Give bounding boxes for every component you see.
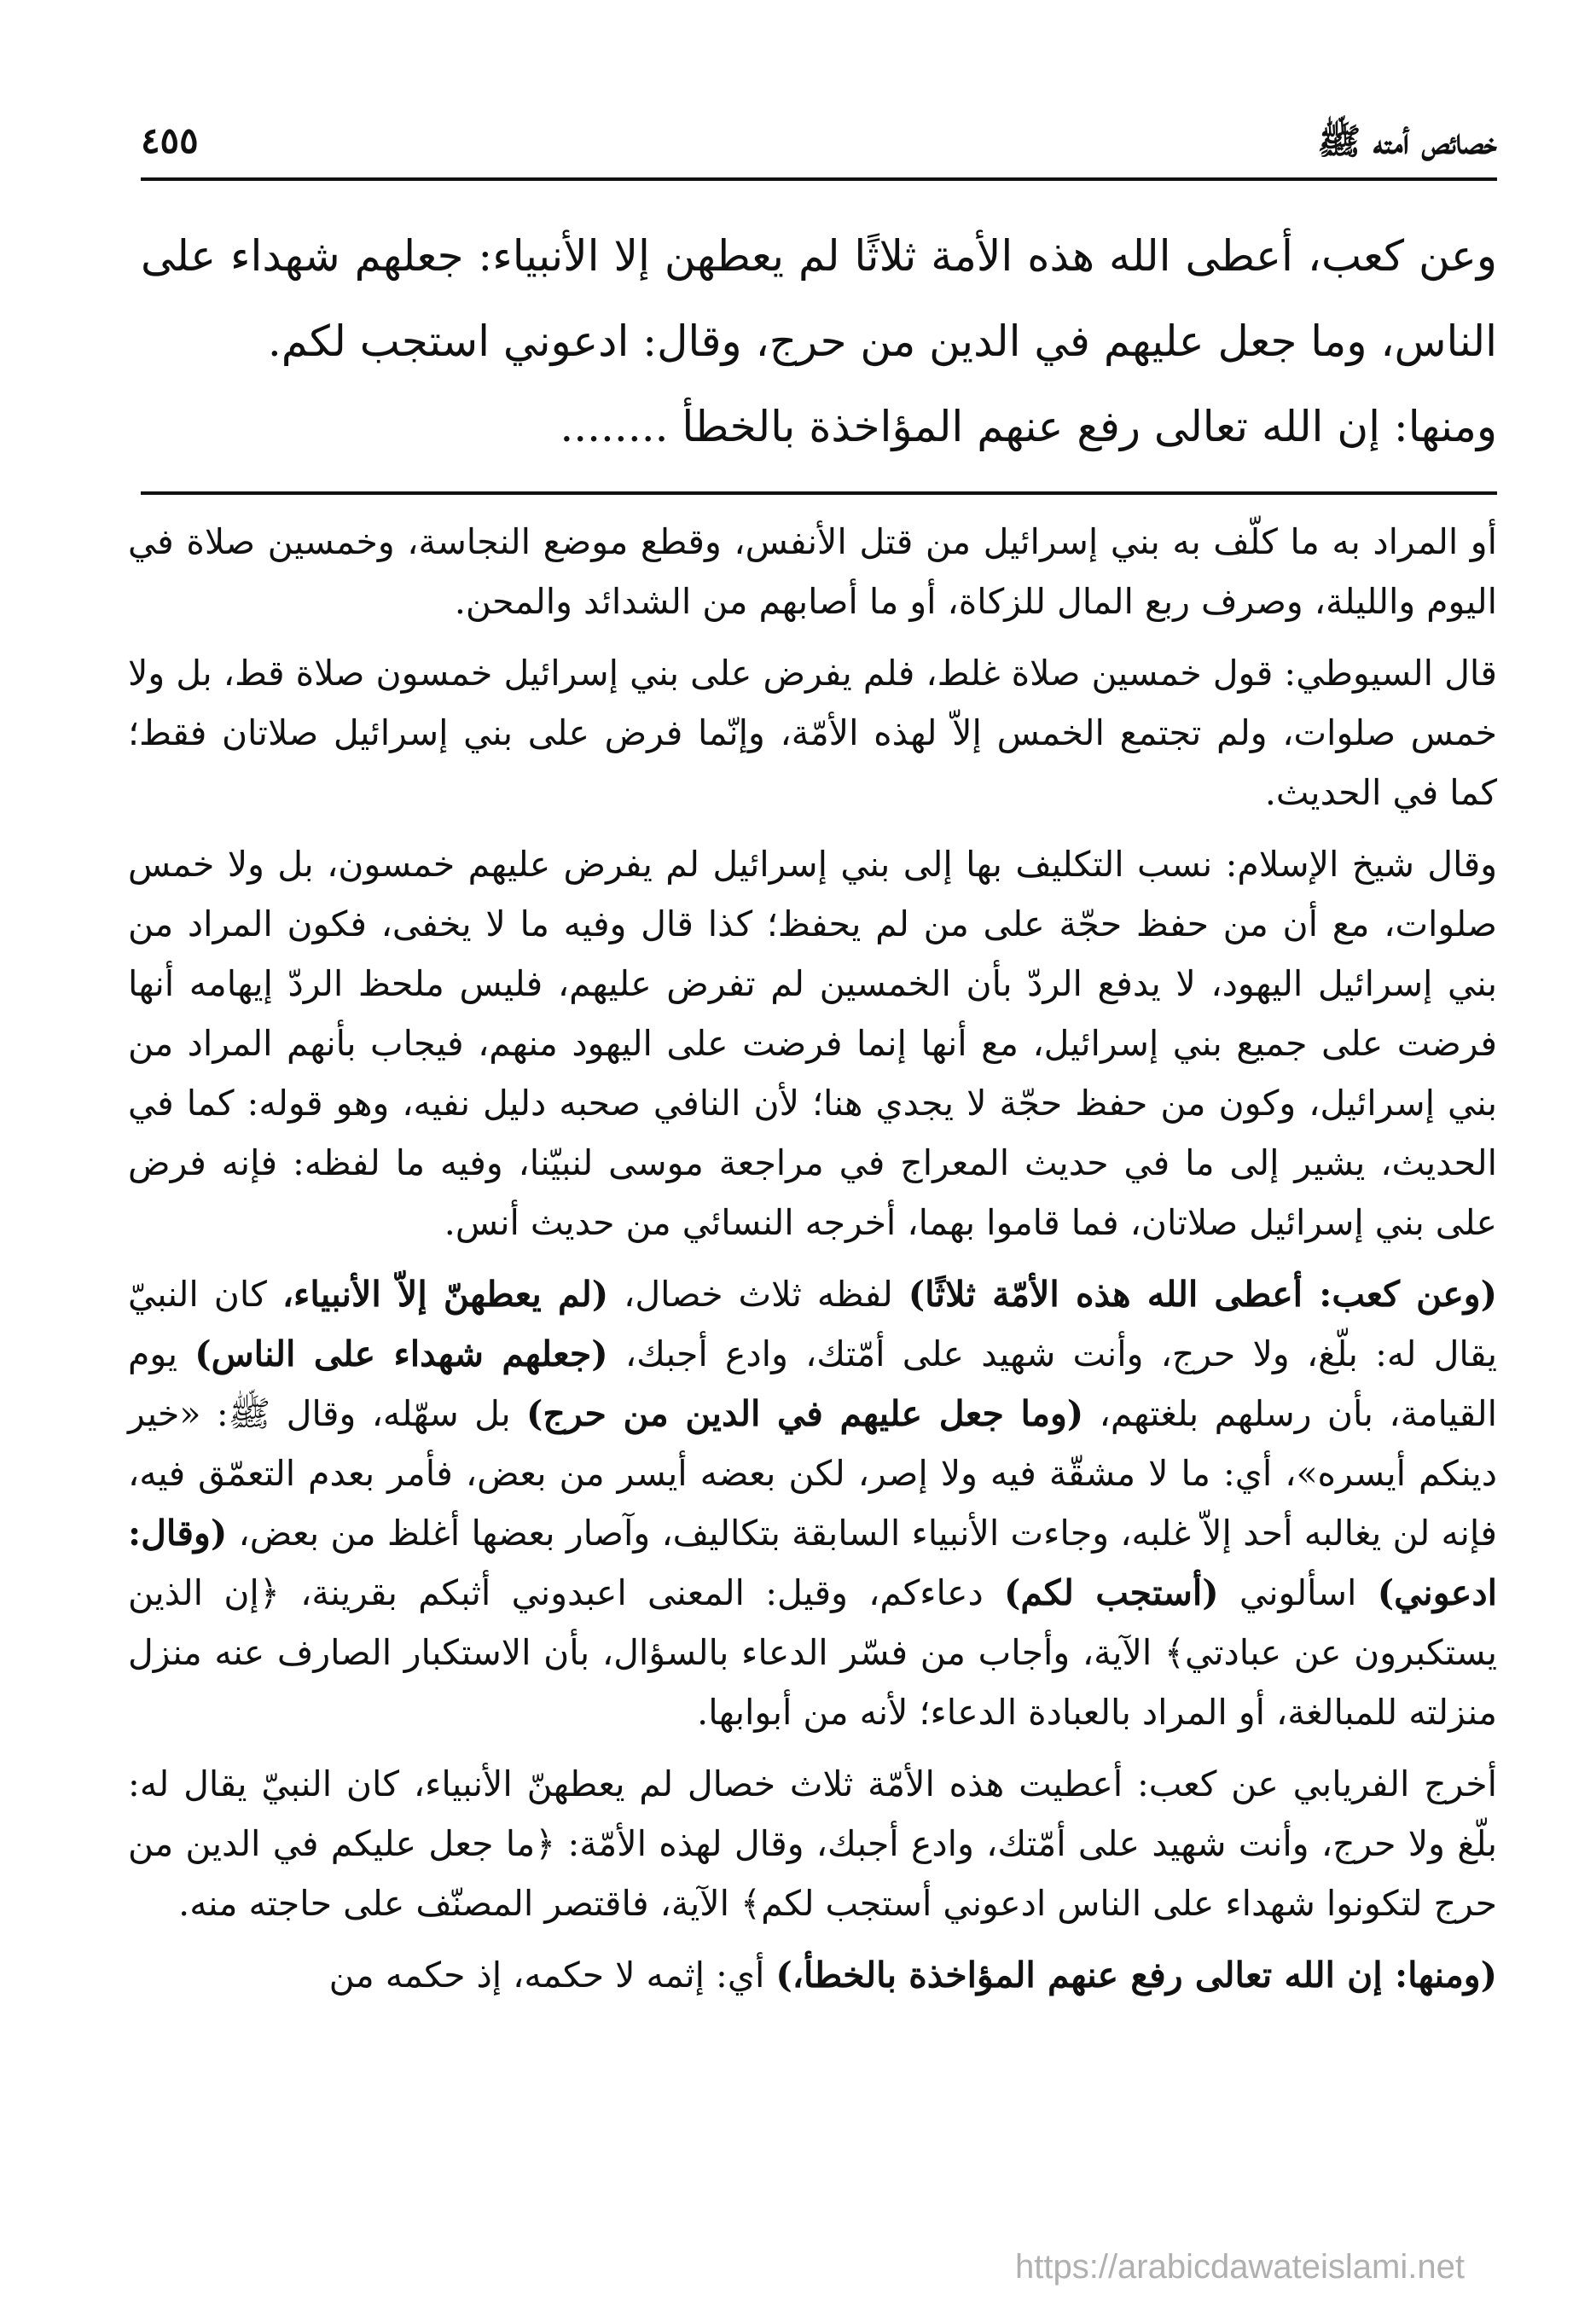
commentary-span: بل سهّله، وقال ﷺ: «خير دينكم أيسره»، أي: ما لا مشقّة فيه ولا إصر، لكن بعضه أيسر من بعض، فأمر بعدم التعمّق فيه، فإنه لن يغالبه أحد إلاّ غلبه، وجاءت الأنبياء السابقة بتكاليف، وآصار بعضها أغلظ من بعض،	[128, 1393, 1497, 1554]
commentary-paragraph: أو المراد به ما كلّف به بني إسرائيل من قتل الأنفس، وقطع موضع النجاسة، وخمسين صلاة في اليوم والليلة، وصرف ربع المال للزكاة، أو ما أصابهم من الشدائد والمحن.	[128, 521, 1497, 622]
running-title: خصائص أمته ﷺ	[1317, 120, 1497, 162]
commentary-paragraph	[128, 1945, 1497, 2005]
quoted-main-text: (وقال: ادعوني)	[128, 1513, 1497, 1613]
commentary-span: كان النبيّ يقال له: بلّغ، ولا حرج، وأنت شهيد على أمّتك، وادع أجبك،	[128, 1274, 1498, 1374]
commentary-paragraph	[128, 1264, 1497, 1742]
commentary-paragraph: قال السيوطي: قول خمسين صلاة غلط، فلم يفرض على بني إسرائيل خمسون صلاة قط، بل ولا خمس صلوات، ولم تجتمع الخمس إلاّ لهذه الأمّة، وإنّما فرض على بني إسرائيل صلاتان فقط؛ كما في الحديث.	[128, 653, 1497, 813]
quoted-main-text: (جعلهم شهداء على الناس)	[194, 1333, 608, 1374]
page-number: ٤٥٥	[141, 119, 199, 161]
quoted-main-text: (لم يعطهنّ إلاّ الأنبياء،	[282, 1274, 609, 1315]
main-text-paragraph: وعن كعب، أعطى الله هذه الأمة ثلاثًا لم يعطهن إلا الأنبياء: جعلهم شهداء على الناس، وما جعل عليهم في الدين من حرج، وقال: ادعوني استجب لكم.	[141, 231, 1497, 366]
commentary-span: لفظه ثلاث خصال،	[608, 1274, 908, 1315]
commentary-span: يوم القيامة، بأن رسلهم بلغتهم،	[128, 1333, 1498, 1434]
quoted-main-text: (وعن كعب: أعطى الله هذه الأمّة ثلاثًا)	[908, 1274, 1497, 1315]
header-rule	[141, 177, 1497, 181]
quoted-main-text: (ومنها: إن الله تعالى رفع عنهم المؤاخذة بالخطأ،)	[775, 1955, 1497, 1996]
quoted-main-text: (وما جعل عليهم في الدين من حرج)	[526, 1393, 1084, 1434]
commentary-text	[128, 512, 1497, 2017]
commentary-span: اسألوني	[1218, 1572, 1378, 1613]
commentary-span: أي: إثمه لا حكمه، إذ حكمه من	[328, 1955, 776, 1996]
quoted-main-text: (أستجب لكم)	[1004, 1572, 1219, 1613]
commentary-paragraph: وقال شيخ الإسلام: نسب التكليف بها إلى بني إسرائيل لم يفرض عليهم خمسون، بل ولا خمس صلوات، مع أن من حفظ حجّة على من لم يحفظ؛ كذا قال وفيه ما لا يخفى، فكون المراد من بني إسرائيل اليهود، لا يدفع الردّ بأن الخمسين لم تفرض عليهم، فليس ملحظ الردّ إيهامه أنها فرضت على جميع بني إسرائيل، مع أنها إنما فرضت على اليهود منهم، فيجاب بأنهم المراد من بني إسرائيل، وكون من حفظ حجّة لا يجدي هنا؛ لأن النافي صحبه دليل نفيه، وهو قوله: كما في الحديث، يشير إلى ما في حديث المعراج في مراجعة موسى لنبيّنا، وفيه ما لفظه: فإنه فرض على بني إسرائيل صلاتان، فما قاموا بهما، أخرجه النسائي من حديث أنس.	[128, 844, 1497, 1243]
commentary-divider	[141, 491, 1497, 495]
main-text	[141, 213, 1497, 469]
commentary-paragraph: أخرج الفريابي عن كعب: أعطيت هذه الأمّة ثلاث خصال لم يعطهنّ الأنبياء، كان النبيّ يقال له: بلّغ ولا حرج، وأنت شهيد على أمّتك، وادع أجبك، وقال لهذه الأمّة: ﴿ما جعل عليكم في الدين من حرج لتكونوا شهداء على الناس ادعوني أستجب لكم﴾ الآية، فاقتصر المصنّف على حاجته منه.	[128, 1763, 1497, 1924]
watermark-url: https://arabicdawateislami.net	[1015, 2248, 1465, 2286]
commentary-span: دعاءكم، وقيل: المعنى اعبدوني أثبكم بقرينة، ﴿إن الذين يستكبرون عن عبادتي﴾ الآية، وأجاب من فسّر الدعاء بالسؤال، بأن الاستكبار الصارف عنه منزل منزلته للمبالغة، أو المراد بالعبادة الدعاء؛ لأنه من أبوابها.	[128, 1572, 1497, 1733]
main-text-paragraph: ومنها: إن الله تعالى رفع عنهم المؤاخذة بالخطأ ........	[560, 402, 1497, 451]
page-header	[141, 119, 1497, 171]
